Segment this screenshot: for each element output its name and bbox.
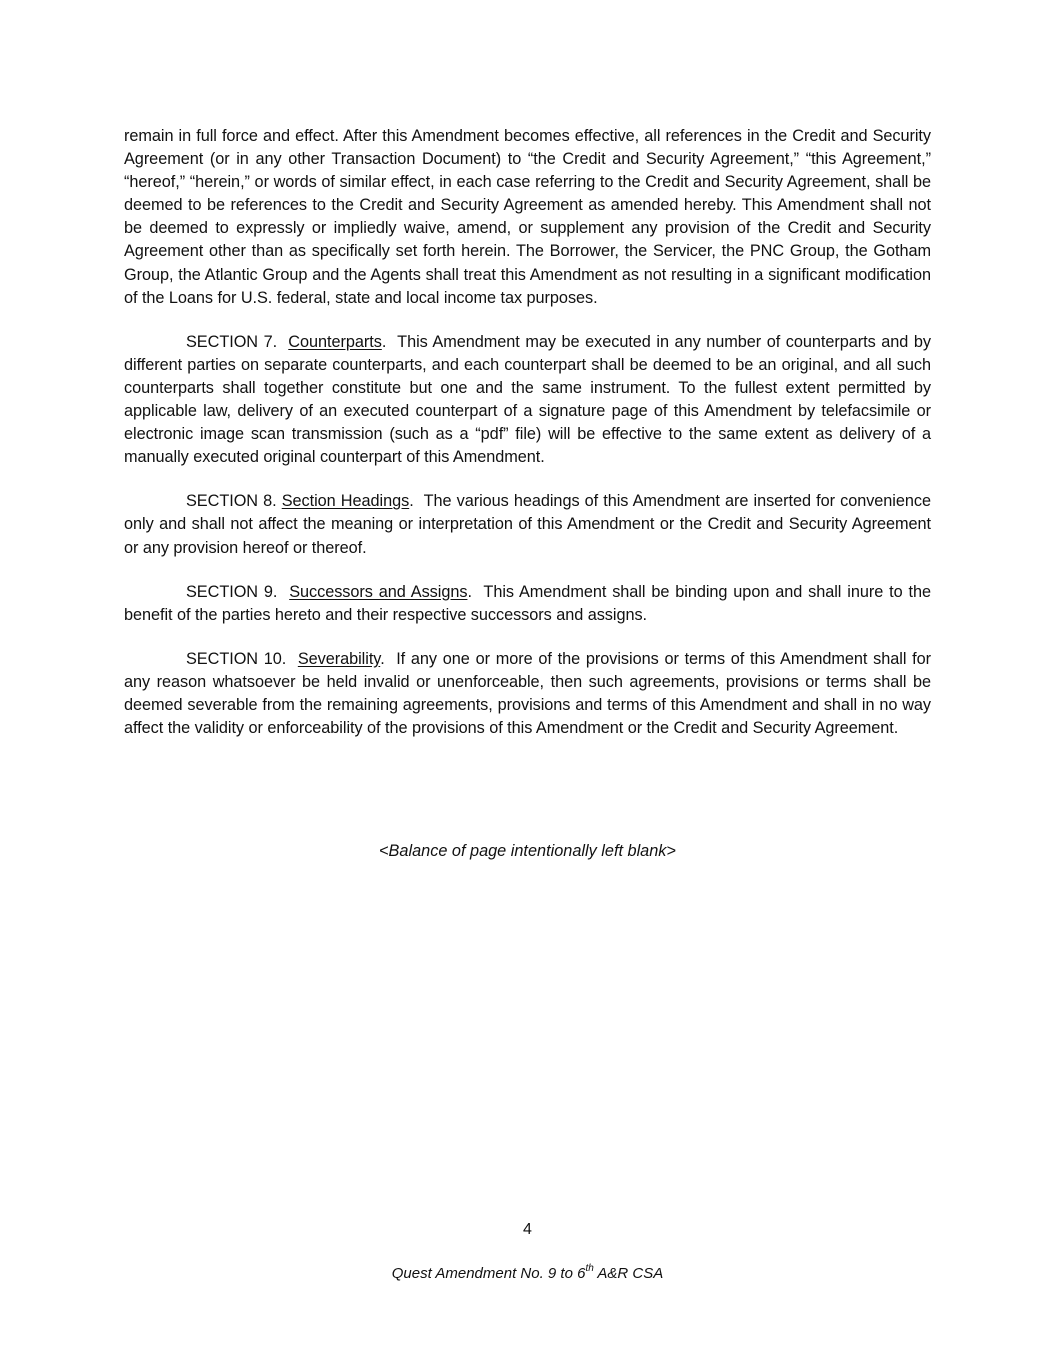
section-7-heading: Counterparts [288, 332, 382, 351]
continued-paragraph: remain in full force and effect. After this Amendment becomes effective, all references in the Credit and Security Agreement (or in any other Transaction Document) to “the Credit and Security Agreement,” “this Agreement,” “hereof,” “herein,” or words of similar effect, in each case referring to the Credit and Security Agreement, shall be deemed to be references to the Credit and Security Agreement as amended hereby. This Amendment shall not be deemed to expressly or impliedly waive, amend, or supplement any provision of the Credit and Security Agreement other than as specifically set forth herein. The Borrower, the Servicer, the PNC Group, the Gotham Group, the Atlantic Group and the Agents shall treat this Amendment as not resulting in a significant modification of the Loans for U.S. federal, state and local income tax purposes. [124, 127, 931, 307]
document-body [124, 125, 931, 761]
section-9-heading: Successors and Assigns [289, 582, 468, 601]
section-10-text: If any one or more of the provisions or terms of this Amendment shall for any reason whatsoever be held invalid or unenforceable, then such agreements, provisions or terms shall be deemed severable from the remaining agreements, provisions and terms of this Amendment and shall in no way affect the validity or enforceability of the provisions of this Amendment or the Credit and Security Agreement. [124, 649, 932, 738]
document-footer [0, 1264, 1055, 1284]
section-10-paragraph: SECTION 10. Severability. If any one or more of the provisions or terms of this Amendment shall for any reason whatsoever be held invalid or unenforceable, then such agreements, provisions or terms shall be deemed severable from the remaining agreements, provisions and terms of this Amendment and shall in no way affect the validity or enforceability of the provisions of this Amendment or the Credit and Security Agreement. [124, 649, 932, 738]
section-8-text: The various headings of this Amendment are inserted for convenience only and shall not affect the meaning or interpretation of this Amendment or the Credit and Security Agreement or any provision hereof or thereof. [124, 492, 931, 557]
section-7-paragraph: SECTION 7. Counterparts. This Amendment may be executed in any number of counterparts and by different parties on separate counterparts, and each counterpart shall be deemed to be an original, and all such counterparts shall together constitute but one and the same instrument. To the fullest extent permitted by applicable law, delivery of an executed counterpart of a signature page of this Amendment by telefacsimile or electronic image scan transmission (such as a “pdf” file) will be effective to the same extent as delivery of a manually executed original counterpart of this Amendment. [124, 332, 931, 467]
section-8-paragraph: SECTION 8. Section Headings. The various headings of this Amendment are inserted for convenience only and shall not affect the meaning or interpretation of this Amendment or the Credit and Security Agreement or any provision hereof or thereof. [124, 492, 931, 557]
section-10-number: SECTION 10. [186, 649, 287, 668]
section-7-number: SECTION 7. [186, 332, 278, 351]
balance-blank-note: <Balance of page intentionally left blank> [379, 842, 676, 860]
section-8-heading: Section Headings [281, 492, 410, 511]
footer-suffix: A&R CSA [593, 1265, 664, 1282]
page-number: 4 [523, 1221, 532, 1238]
footer-superscript: th [585, 1263, 594, 1274]
section-10-heading: Severability [297, 649, 381, 668]
section-8-number: SECTION 8. [186, 492, 277, 511]
section-9-paragraph: SECTION 9. Successors and Assigns. This Amendment shall be binding upon and shall inure to the benefit of the parties hereto and their respective successors and assigns. [124, 582, 931, 624]
footer-prefix: Quest Amendment No. 9 to 6 [391, 1265, 586, 1282]
section-9-text: This Amendment shall be binding upon and shall inure to the benefit of the parties hereto and their respective successors and assigns. [124, 582, 931, 624]
section-9-number: SECTION 9. [186, 582, 278, 601]
section-7-text: This Amendment may be executed in any number of counterparts and by different parties on separate counterparts, and each counterpart shall be deemed to be an original, and all such counterparts shall together constitute but one and the same instrument. To the fullest extent permitted by applicable law, delivery of an executed counterpart of a signature page of this Amendment by telefacsimile or electronic image scan transmission (such as a “pdf” file) will be effective to the same extent as delivery of a manually executed original counterpart of this Amendment. [124, 332, 931, 467]
